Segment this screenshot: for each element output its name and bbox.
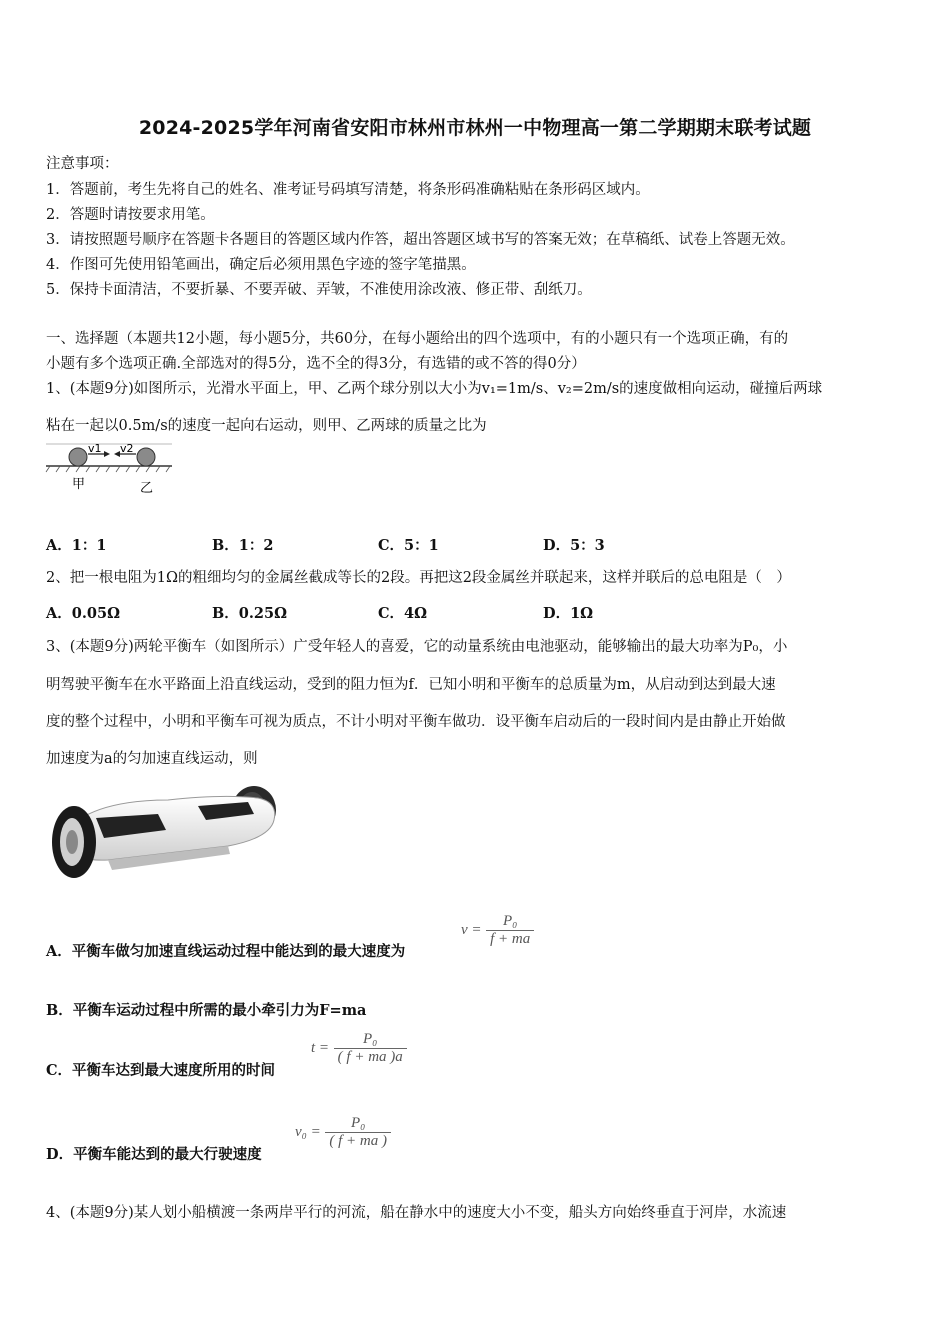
q3-stem-cont: 度的整个过程中，小明和平衡车可视为质点，不计小明对平衡车做功．设平衡车启动后的一段时间内是由静止开始做 (46, 714, 786, 730)
page-title: 2024-2025学年河南省安阳市林州市林州一中物理高一第二学期期末联考试题 (138, 117, 812, 139)
section-heading-cont: 小题有多个选项正确.全部选对的得5分，选不全的得3分，有选错的或不答的得0分） (46, 356, 586, 372)
q4-stem: 4、(本题9分)某人划小船横渡一条两岸平行的河流，船在静水中的速度大小不变，船头方向始终垂直于河岸，水流速 (46, 1205, 787, 1221)
formula-d: v₀ = $\frac{\text{P₀}}{( f + ma )}$ (295, 1115, 391, 1150)
notice-item: 1．答题前，考生先将自己的姓名、准考证号码填写清楚，将条形码准确粘贴在条形码区域内。 (46, 182, 650, 198)
q1-option-b[interactable]: B．1：2 (212, 537, 274, 554)
label-v1: v1 (88, 442, 102, 455)
q2-option-b[interactable]: B．0.25Ω (212, 605, 287, 622)
q1-collision-figure (44, 440, 176, 498)
label-v2: v2 (120, 442, 134, 455)
ball-jia (69, 448, 87, 466)
q1-stem: 1、(本题9分)如图所示，光滑水平面上，甲、乙两个球分别以大小为v₁=1m/s、v₂=2m/s的速度做相向运动，碰撞后两球 (46, 381, 823, 397)
notice-heading: 注意事项： (46, 156, 119, 172)
q1-option-a[interactable]: A．1：1 (46, 537, 107, 554)
q1-option-c[interactable]: C．5：1 (378, 537, 439, 554)
q2-stem: 2、把一根电阻为1Ω的粗细均匀的金属丝截成等长的2段。再把这2段金属丝并联起来，这样并联后的总电阻是（ ） (46, 570, 791, 586)
q3-stem: 3、(本题9分)两轮平衡车（如图所示）广受年轻人的喜爱，它的动量系统由电池驱动，能够输出的最大功率为P₀，小 (46, 639, 788, 655)
q1-option-d[interactable]: D．5：3 (543, 537, 605, 554)
hoverboard-image (48, 780, 284, 884)
q3-option-a[interactable]: A．平衡车做匀加速直线运动过程中能达到的最大速度为 (46, 943, 406, 960)
q3-stem-cont: 加速度为a的匀加速直线运动，则 (46, 751, 258, 767)
section-heading: 一、选择题（本题共12小题，每小题5分，共60分，在每小题给出的四个选项中，有的小题只有一个选项正确，有的 (46, 331, 789, 347)
q3-option-b[interactable]: B．平衡车运动过程中所需的最小牵引力为F=ma (46, 1002, 367, 1019)
formula-c: t = $\frac{\text{P₀}}{( f + ma )a}$ (311, 1031, 407, 1066)
notice-item: 5．保持卡面清洁，不要折暴、不要弄破、弄皱，不准使用涂改液、修正带、刮纸刀。 (46, 282, 592, 298)
q3-option-d[interactable]: D．平衡车能达到的最大行驶速度 (46, 1146, 262, 1163)
ball-yi (137, 448, 155, 466)
notice-item: 4．作图可先使用铅笔画出，确定后必须用黑色字迹的签字笔描黑。 (46, 257, 476, 273)
notice-item: 3．请按照题号顺序在答题卡各题目的答题区域内作答，超出答题区域书写的答案无效；在草稿纸、试卷上答题无效。 (46, 232, 795, 248)
label-yi: 乙 (140, 481, 154, 496)
label-jia: 甲 (72, 477, 86, 492)
q2-option-c[interactable]: C．4Ω (378, 605, 428, 622)
q1-stem-cont: 粘在一起以0.5m/s的速度一起向右运动，则甲、乙两球的质量之比为 (46, 418, 487, 434)
notice-item: 2．答题时请按要求用笔。 (46, 207, 215, 223)
q3-stem-cont: 明驾驶平衡车在水平路面上沿直线运动，受到的阻力恒为f．已知小明和平衡车的总质量为m，从启动到达到最大速 (46, 677, 776, 693)
q3-option-c[interactable]: C．平衡车达到最大速度所用的时间 (46, 1062, 276, 1079)
q2-option-d[interactable]: D．1Ω (543, 605, 594, 622)
q2-option-a[interactable]: A．0.05Ω (46, 605, 120, 622)
formula-a: v = $\frac{\text{P₀}}{f + ma}$ (461, 913, 534, 948)
